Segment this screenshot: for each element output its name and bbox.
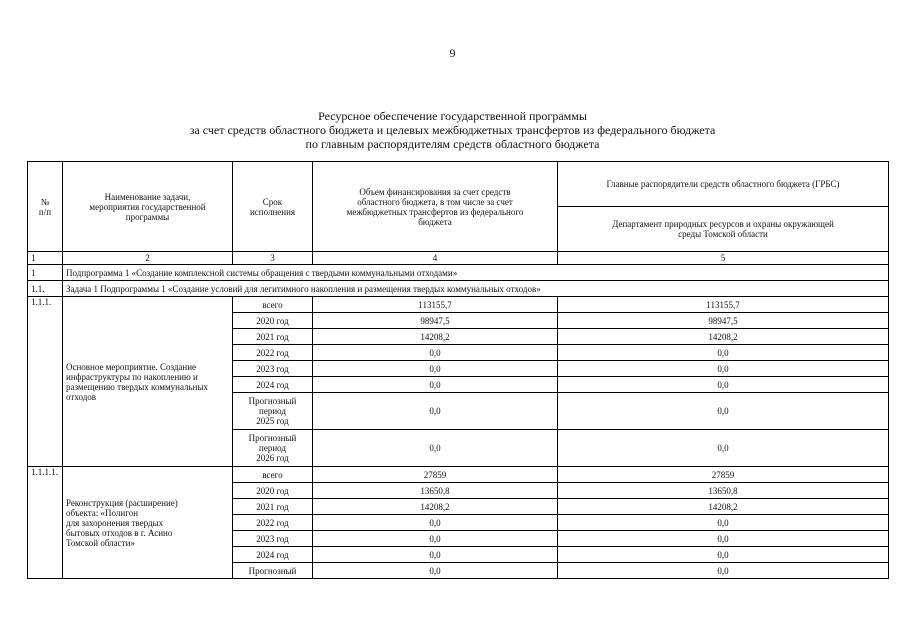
grbs-cell: 0,0 <box>558 345 889 361</box>
subprogram-num: 1 <box>28 265 63 281</box>
period-cell: 2021 год <box>233 329 313 345</box>
volume-cell: 0,0 <box>313 563 558 579</box>
volume-cell: 0,0 <box>313 361 558 377</box>
task-title: Задача 1 Подпрограммы 1 «Создание условий для легитимного накопления и размещения твердых коммунальных отходов» <box>63 281 889 297</box>
volume-cell: 0,0 <box>313 430 558 467</box>
grbs-cell: 0,0 <box>558 547 889 563</box>
grbs-cell: 14208,2 <box>558 329 889 345</box>
grbs-cell: 0,0 <box>558 563 889 579</box>
period-cell: Прогнозный <box>233 563 313 579</box>
period-cell: 2020 год <box>233 483 313 499</box>
task-num: 1.1. <box>28 281 63 297</box>
column-number: 5 <box>558 252 889 265</box>
grbs-cell: 0,0 <box>558 430 889 467</box>
subprogram-title: Подпрограмма 1 «Создание комплексной системы обращения с твердыми коммунальными отходами» <box>63 265 889 281</box>
item-num: 1.1.1.1. <box>28 467 63 579</box>
period-cell: 2024 год <box>233 547 313 563</box>
volume-cell: 98947,5 <box>313 313 558 329</box>
period-cell: 2023 год <box>233 531 313 547</box>
volume-cell: 0,0 <box>313 515 558 531</box>
header-grbs-department: Департамент природных ресурсов и охраны окружающей среды Томской области <box>558 207 889 252</box>
volume-cell: 0,0 <box>313 547 558 563</box>
period-cell: 2024 год <box>233 377 313 393</box>
grbs-cell: 98947,5 <box>558 313 889 329</box>
title-line: по главным распорядителям средств областного бюджета <box>305 137 600 151</box>
volume-cell: 13650,8 <box>313 483 558 499</box>
grbs-cell: 13650,8 <box>558 483 889 499</box>
period-cell: всего <box>233 297 313 313</box>
header-period: Срок исполнения <box>233 162 313 252</box>
page-number: 9 <box>449 46 456 60</box>
grbs-cell: 0,0 <box>558 361 889 377</box>
grbs-cell: 0,0 <box>558 531 889 547</box>
grbs-cell: 113155,7 <box>558 297 889 313</box>
period-cell: 2023 год <box>233 361 313 377</box>
period-cell: Прогнозный период 2025 год <box>233 393 313 430</box>
volume-cell: 27859 <box>313 467 558 483</box>
table-row <box>28 467 889 483</box>
column-number: 3 <box>233 252 313 265</box>
grbs-cell: 0,0 <box>558 377 889 393</box>
period-cell: Прогнозный период 2026 год <box>233 430 313 467</box>
subprogram-row <box>28 265 889 281</box>
period-cell: 2022 год <box>233 345 313 361</box>
title-line: Ресурсное обеспечение государственной программы <box>318 109 587 123</box>
volume-cell: 0,0 <box>313 531 558 547</box>
volume-cell: 14208,2 <box>313 499 558 515</box>
grbs-cell: 14208,2 <box>558 499 889 515</box>
resource-table <box>27 161 889 579</box>
header-volume: Объем финансирования за счет средств областного бюджета, в том числе за счет межбюджетных трансфертов из федерального бюджета <box>313 162 558 252</box>
volume-cell: 113155,7 <box>313 297 558 313</box>
period-cell: 2020 год <box>233 313 313 329</box>
header-name: Наименование задачи, мероприятия государственной программы <box>63 162 233 252</box>
volume-cell: 0,0 <box>313 345 558 361</box>
item-name: Реконструкция (расширение) объекта: «Полигон для захоронения твердых бытовых отходов в г. Асино Томской области» <box>63 467 233 579</box>
period-cell: 2022 год <box>233 515 313 531</box>
item-num: 1.1.1. <box>28 297 63 467</box>
period-cell: всего <box>233 467 313 483</box>
column-number: 2 <box>63 252 233 265</box>
document-title <box>0 109 905 151</box>
table-row <box>28 297 889 313</box>
column-number: 4 <box>313 252 558 265</box>
title-line: за счет средств областного бюджета и целевых межбюджетных трансфертов из федерального бюджета <box>189 123 716 137</box>
header-num: № п/п <box>28 162 63 252</box>
task-row <box>28 281 889 297</box>
period-cell: 2021 год <box>233 499 313 515</box>
header-grbs: Главные распорядители средств областного бюджета (ГРБС) <box>558 162 889 207</box>
item-name: Основное мероприятие. Создание инфраструктуры по накоплению и размещению твердых коммунальных отходов <box>63 297 233 467</box>
volume-cell: 14208,2 <box>313 329 558 345</box>
grbs-cell: 0,0 <box>558 393 889 430</box>
volume-cell: 0,0 <box>313 377 558 393</box>
column-number: 1 <box>28 252 63 265</box>
header-row <box>28 162 889 207</box>
grbs-cell: 0,0 <box>558 515 889 531</box>
volume-cell: 0,0 <box>313 393 558 430</box>
grbs-cell: 27859 <box>558 467 889 483</box>
column-number-row <box>28 252 889 265</box>
